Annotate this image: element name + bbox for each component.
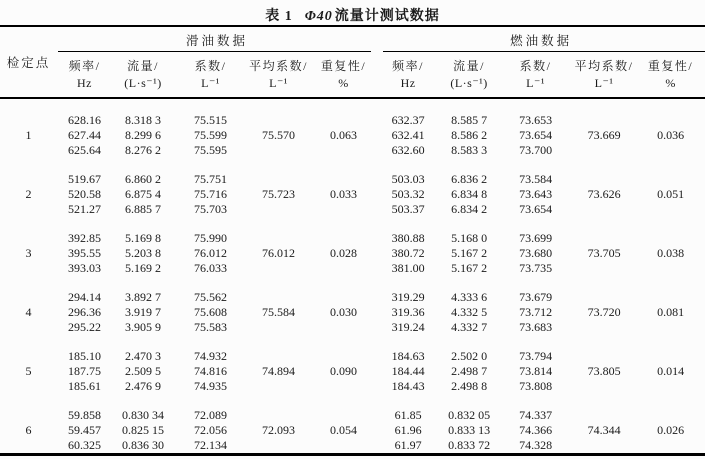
cell-fuel-average-coefficient	[572, 158, 636, 187]
cell-lube-repeatability	[310, 98, 377, 128]
column-header-fuel-average-coefficient	[572, 52, 636, 98]
cell-fuel-flow: 8.585 7	[451, 113, 488, 127]
cell-fuel-repeatability	[636, 320, 705, 335]
cell-calibration-point	[0, 438, 57, 455]
cell-fuel-coefficient: 73.679	[519, 290, 553, 304]
cell-lube-average-coefficient	[247, 202, 310, 217]
cell-fuel-average-coefficient	[572, 202, 636, 217]
cell-lube-average-coefficient	[247, 143, 310, 158]
cell-fuel-coefficient: 73.712	[519, 305, 553, 319]
cell-lube-frequency: 393.03	[68, 261, 101, 275]
cell-fuel-frequency: 184.63	[391, 349, 425, 363]
cell-lube-average-coefficient	[247, 217, 310, 246]
table-title: 流量计测试数据	[334, 9, 440, 24]
cell-fuel-frequency: 503.03	[391, 172, 425, 186]
cell-lube-flow: 8.276 2	[125, 143, 161, 157]
cell-lube-frequency: 395.55	[68, 246, 101, 260]
cell-calibration-point	[0, 202, 57, 217]
cell-lube-frequency: 295.22	[68, 320, 101, 334]
cell-calibration-point	[0, 217, 57, 246]
cell-calibration-point	[0, 276, 57, 305]
cell-lube-flow: 0.836 30	[122, 438, 164, 452]
cell-lube-flow: 5.169 2	[125, 261, 161, 275]
column-header-lube-frequency	[57, 52, 112, 98]
header-label: 重复性/	[647, 58, 694, 73]
cell-lube-coefficient: 75.583	[194, 320, 227, 334]
cell-lube-average-coefficient	[247, 379, 310, 394]
cell-lube-repeatability: 0.063	[330, 128, 358, 142]
cell-fuel-coefficient: 74.328	[519, 438, 553, 452]
cell-fuel-frequency: 380.88	[391, 231, 425, 245]
cell-fuel-flow: 5.167 2	[451, 246, 488, 260]
cell-fuel-flow: 2.502 0	[451, 349, 488, 363]
table-row	[0, 305, 705, 320]
cell-fuel-average-coefficient: 73.705	[587, 246, 621, 260]
cell-calibration-point: 3	[25, 246, 32, 260]
cell-fuel-frequency: 61.97	[394, 438, 422, 452]
cell-fuel-average-coefficient: 74.344	[587, 423, 621, 437]
cell-fuel-coefficient: 73.653	[519, 113, 553, 127]
group-header-lube-oil: 滑油数据	[57, 26, 377, 52]
header-unit: L⁻¹	[201, 75, 220, 90]
cell-lube-average-coefficient	[247, 320, 310, 335]
header-label: 平均系数/	[249, 58, 308, 73]
cell-fuel-flow: 8.583 3	[451, 143, 488, 157]
cell-lube-flow: 2.476 9	[125, 379, 161, 393]
cell-fuel-coefficient: 74.366	[519, 423, 553, 437]
header-unit: (L·s⁻¹)	[124, 75, 162, 90]
cell-lube-average-coefficient: 76.012	[262, 246, 295, 260]
cell-fuel-coefficient: 73.654	[519, 128, 553, 142]
cell-calibration-point	[0, 98, 57, 128]
cell-fuel-average-coefficient: 73.626	[587, 187, 621, 201]
cell-fuel-repeatability	[636, 438, 705, 455]
cell-lube-repeatability: 0.090	[330, 364, 358, 378]
cell-calibration-point: 2	[25, 187, 32, 201]
cell-lube-average-coefficient: 72.093	[262, 423, 295, 437]
cell-lube-coefficient: 76.033	[194, 261, 227, 275]
cell-fuel-repeatability: 0.038	[657, 246, 685, 260]
column-header-fuel-flow	[439, 52, 499, 98]
cell-fuel-frequency: 61.96	[394, 423, 422, 437]
header-label: 流量/	[127, 58, 159, 73]
group-header-fuel-oil: 燃油数据	[377, 26, 705, 52]
cell-fuel-frequency: 319.24	[391, 320, 425, 334]
cell-fuel-coefficient: 73.654	[519, 202, 553, 216]
cell-lube-frequency: 185.10	[68, 349, 101, 363]
header-unit: Hz	[77, 75, 92, 90]
table-row	[0, 158, 705, 187]
table-row	[0, 276, 705, 305]
table-row	[0, 128, 705, 143]
cell-lube-average-coefficient	[247, 276, 310, 305]
cell-lube-coefficient: 75.595	[194, 143, 227, 157]
cell-fuel-repeatability: 0.026	[657, 423, 685, 437]
cell-fuel-flow: 4.333 6	[451, 290, 488, 304]
cell-fuel-average-coefficient: 73.669	[587, 128, 621, 142]
cell-lube-average-coefficient	[247, 394, 310, 423]
cell-lube-average-coefficient	[247, 335, 310, 364]
cell-lube-coefficient: 75.751	[194, 172, 227, 186]
cell-lube-average-coefficient: 75.570	[262, 128, 295, 142]
cell-lube-flow: 3.892 7	[125, 290, 161, 304]
cell-lube-repeatability	[310, 335, 377, 364]
cell-calibration-point: 1	[25, 128, 32, 142]
cell-fuel-frequency: 319.36	[391, 305, 425, 319]
cell-lube-coefficient: 72.056	[194, 423, 227, 437]
cell-fuel-average-coefficient	[572, 438, 636, 455]
table-caption	[0, 0, 705, 25]
cell-calibration-point	[0, 261, 57, 276]
cell-lube-repeatability	[310, 261, 377, 276]
table-row	[0, 320, 705, 335]
cell-lube-frequency: 187.75	[68, 364, 101, 378]
cell-fuel-coefficient: 74.337	[519, 408, 553, 422]
header-label: 系数/	[519, 58, 552, 73]
cell-fuel-repeatability: 0.051	[657, 187, 685, 201]
cell-lube-average-coefficient: 74.894	[262, 364, 295, 378]
data-table	[0, 25, 705, 456]
cell-lube-coefficient: 74.932	[194, 349, 227, 363]
table-row	[0, 217, 705, 246]
cell-fuel-average-coefficient	[572, 394, 636, 423]
cell-lube-frequency: 520.58	[68, 187, 101, 201]
header-unit: %	[338, 75, 349, 90]
cell-fuel-frequency: 632.41	[391, 128, 425, 142]
cell-fuel-flow: 2.498 8	[451, 379, 488, 393]
cell-lube-frequency: 625.64	[68, 143, 101, 157]
cell-calibration-point	[0, 379, 57, 394]
cell-lube-repeatability: 0.030	[330, 305, 358, 319]
cell-lube-coefficient: 74.816	[194, 364, 227, 378]
cell-lube-flow: 5.203 8	[125, 246, 161, 260]
cell-fuel-repeatability	[636, 379, 705, 394]
cell-fuel-repeatability	[636, 143, 705, 158]
cell-lube-flow: 6.875 4	[125, 187, 161, 201]
cell-lube-frequency: 294.14	[68, 290, 101, 304]
table-row	[0, 438, 705, 455]
cell-lube-flow: 8.318 3	[125, 113, 161, 127]
cell-fuel-flow: 6.836 2	[451, 172, 488, 186]
cell-fuel-repeatability: 0.036	[657, 128, 685, 142]
cell-calibration-point	[0, 158, 57, 187]
cell-lube-repeatability	[310, 438, 377, 455]
table-row	[0, 261, 705, 276]
cell-lube-repeatability	[310, 276, 377, 305]
cell-lube-frequency: 519.67	[68, 172, 101, 186]
cell-lube-repeatability	[310, 394, 377, 423]
cell-lube-frequency: 627.44	[68, 128, 101, 142]
cell-lube-repeatability	[310, 143, 377, 158]
cell-fuel-repeatability: 0.081	[657, 305, 685, 319]
cell-fuel-frequency: 503.37	[391, 202, 425, 216]
cell-lube-repeatability: 0.028	[330, 246, 358, 260]
cell-lube-flow: 3.919 7	[125, 305, 161, 319]
cell-lube-flow: 8.299 6	[125, 128, 161, 142]
header-label: 重复性/	[320, 58, 367, 73]
cell-calibration-point: 4	[25, 305, 32, 319]
cell-lube-repeatability	[310, 379, 377, 394]
cell-fuel-average-coefficient	[572, 379, 636, 394]
cell-fuel-repeatability	[636, 202, 705, 217]
cell-fuel-repeatability	[636, 394, 705, 423]
cell-fuel-flow: 5.168 0	[451, 231, 488, 245]
cell-fuel-frequency: 319.29	[391, 290, 425, 304]
cell-fuel-average-coefficient: 73.805	[587, 364, 621, 378]
cell-lube-flow: 0.830 34	[122, 408, 164, 422]
cell-fuel-repeatability	[636, 217, 705, 246]
column-header-lube-repeatability	[310, 52, 377, 98]
cell-fuel-average-coefficient	[572, 320, 636, 335]
cell-fuel-flow: 6.834 8	[451, 187, 488, 201]
table-row	[0, 423, 705, 438]
cell-fuel-coefficient: 73.808	[519, 379, 553, 393]
cell-fuel-coefficient: 73.683	[519, 320, 553, 334]
cell-fuel-average-coefficient	[572, 217, 636, 246]
cell-lube-coefficient: 75.608	[194, 305, 227, 319]
cell-lube-repeatability: 0.033	[330, 187, 358, 201]
phi-diameter-label: Φ40	[304, 9, 333, 24]
cell-fuel-repeatability	[636, 335, 705, 364]
table-row	[0, 335, 705, 364]
header-label: 流量/	[453, 58, 485, 73]
table-row	[0, 379, 705, 394]
header-unit: L⁻¹	[594, 75, 614, 90]
table-number: 表 1	[265, 9, 293, 24]
header-unit: (L·s⁻¹)	[450, 75, 488, 90]
cell-fuel-frequency: 184.43	[391, 379, 425, 393]
cell-lube-flow: 2.470 3	[125, 349, 161, 363]
header-unit: L⁻¹	[526, 75, 545, 90]
cell-lube-flow: 6.885 7	[125, 202, 161, 216]
cell-lube-coefficient: 75.562	[194, 290, 227, 304]
cell-fuel-frequency: 503.32	[391, 187, 425, 201]
table-row	[0, 98, 705, 128]
table-row	[0, 202, 705, 217]
cell-lube-coefficient: 72.089	[194, 408, 227, 422]
cell-calibration-point: 6	[25, 423, 32, 437]
cell-lube-frequency: 628.16	[68, 113, 101, 127]
header-label: 系数/	[194, 58, 227, 73]
cell-fuel-repeatability	[636, 98, 705, 128]
cell-lube-coefficient: 74.935	[194, 379, 227, 393]
cell-fuel-repeatability	[636, 276, 705, 305]
cell-fuel-repeatability	[636, 261, 705, 276]
cell-fuel-flow: 5.167 2	[451, 261, 488, 275]
table-row	[0, 187, 705, 202]
cell-fuel-average-coefficient	[572, 143, 636, 158]
header-unit: Hz	[400, 75, 416, 90]
cell-fuel-average-coefficient	[572, 98, 636, 128]
cell-lube-flow: 3.905 9	[125, 320, 161, 334]
column-header-calibration-point: 检定点	[0, 26, 57, 98]
cell-fuel-frequency: 381.00	[391, 261, 425, 275]
cell-lube-average-coefficient	[247, 438, 310, 455]
header-label: 频率/	[68, 58, 101, 73]
header-unit: L⁻¹	[269, 75, 288, 90]
cell-lube-average-coefficient: 75.584	[262, 305, 295, 319]
cell-lube-repeatability	[310, 217, 377, 246]
cell-lube-flow: 6.860 2	[125, 172, 161, 186]
cell-fuel-repeatability: 0.014	[657, 364, 685, 378]
cell-lube-average-coefficient: 75.723	[262, 187, 295, 201]
cell-fuel-coefficient: 73.735	[519, 261, 553, 275]
cell-lube-flow: 5.169 8	[125, 231, 161, 245]
cell-fuel-flow: 2.498 7	[451, 364, 488, 378]
cell-fuel-average-coefficient	[572, 335, 636, 364]
cell-fuel-coefficient: 73.700	[519, 143, 553, 157]
cell-fuel-coefficient: 73.699	[519, 231, 553, 245]
cell-fuel-frequency: 380.72	[391, 246, 425, 260]
cell-lube-frequency: 59.858	[68, 408, 101, 422]
cell-lube-frequency: 521.27	[68, 202, 101, 216]
cell-calibration-point: 5	[25, 364, 32, 378]
cell-lube-repeatability	[310, 158, 377, 187]
cell-lube-coefficient: 75.599	[194, 128, 227, 142]
header-label: 平均系数/	[574, 58, 634, 73]
cell-fuel-flow: 0.833 13	[448, 423, 491, 437]
cell-lube-average-coefficient	[247, 98, 310, 128]
table-header	[0, 26, 705, 98]
cell-lube-coefficient: 75.515	[194, 113, 227, 127]
cell-calibration-point	[0, 394, 57, 423]
header-label: 频率/	[392, 58, 424, 73]
column-header-lube-average-coefficient	[247, 52, 310, 98]
cell-fuel-coefficient: 73.680	[519, 246, 553, 260]
cell-calibration-point	[0, 335, 57, 364]
cell-fuel-flow: 0.833 72	[448, 438, 491, 452]
unit-header-row	[0, 52, 705, 98]
cell-lube-coefficient: 72.134	[194, 438, 227, 452]
table-row	[0, 246, 705, 261]
cell-fuel-flow: 6.834 2	[451, 202, 488, 216]
cell-fuel-average-coefficient	[572, 276, 636, 305]
column-header-lube-flow	[112, 52, 174, 98]
cell-lube-average-coefficient	[247, 261, 310, 276]
cell-fuel-coefficient: 73.584	[519, 172, 553, 186]
cell-lube-coefficient: 75.703	[194, 202, 227, 216]
cell-fuel-frequency: 632.60	[391, 143, 425, 157]
column-header-fuel-coefficient	[499, 52, 572, 98]
table-row	[0, 143, 705, 158]
cell-fuel-coefficient: 73.814	[519, 364, 553, 378]
cell-lube-coefficient: 75.990	[194, 231, 227, 245]
cell-calibration-point	[0, 320, 57, 335]
cell-lube-flow: 0.825 15	[122, 423, 164, 437]
cell-fuel-frequency: 61.85	[394, 408, 422, 422]
cell-fuel-flow: 4.332 5	[451, 305, 488, 319]
table-row	[0, 364, 705, 379]
cell-lube-coefficient: 76.012	[194, 246, 227, 260]
cell-fuel-average-coefficient: 73.720	[587, 305, 621, 319]
cell-lube-frequency: 59.457	[68, 423, 101, 437]
cell-lube-flow: 2.509 5	[125, 364, 161, 378]
cell-fuel-coefficient: 73.794	[519, 349, 553, 363]
header-unit: %	[665, 75, 676, 90]
cell-lube-repeatability	[310, 320, 377, 335]
cell-fuel-repeatability	[636, 158, 705, 187]
cell-fuel-flow: 4.332 7	[451, 320, 488, 334]
group-header-row	[0, 26, 705, 52]
table-body	[0, 98, 705, 455]
cell-fuel-frequency: 184.44	[391, 364, 425, 378]
cell-fuel-flow: 8.586 2	[451, 128, 488, 142]
cell-fuel-frequency: 632.37	[391, 113, 425, 127]
cell-lube-coefficient: 75.716	[194, 187, 227, 201]
cell-fuel-flow: 0.832 05	[448, 408, 491, 422]
cell-lube-frequency: 185.61	[68, 379, 101, 393]
cell-calibration-point	[0, 143, 57, 158]
cell-lube-frequency: 60.325	[68, 438, 101, 452]
column-header-lube-coefficient	[174, 52, 247, 98]
cell-lube-repeatability	[310, 202, 377, 217]
cell-lube-frequency: 296.36	[68, 305, 101, 319]
cell-fuel-coefficient: 73.643	[519, 187, 553, 201]
cell-lube-repeatability: 0.054	[330, 423, 358, 437]
cell-lube-frequency: 392.85	[68, 231, 101, 245]
column-header-fuel-repeatability	[636, 52, 705, 98]
cell-fuel-average-coefficient	[572, 261, 636, 276]
cell-lube-average-coefficient	[247, 158, 310, 187]
column-header-fuel-frequency	[377, 52, 439, 98]
table-row	[0, 394, 705, 423]
